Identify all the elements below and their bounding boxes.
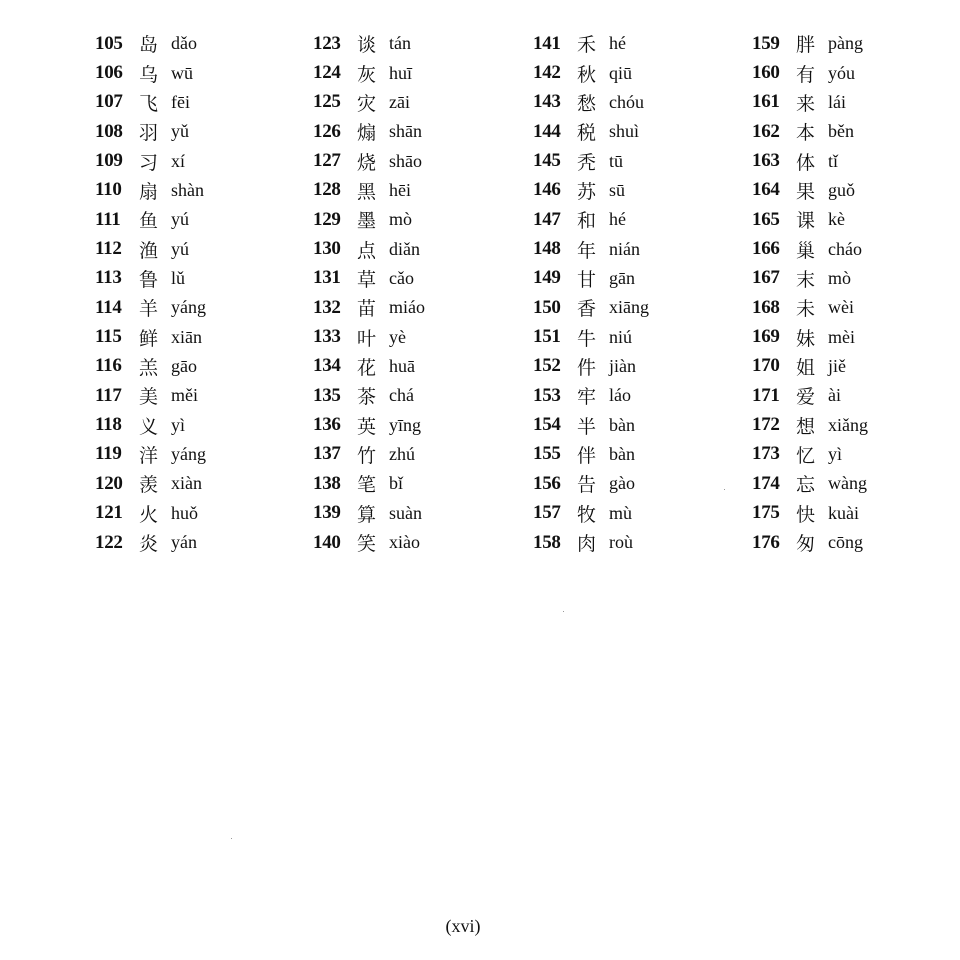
entry-character: 羽 [139, 122, 159, 145]
entry-character: 叶 [357, 327, 377, 350]
entry-pinyin: mò [389, 209, 413, 230]
entry-number: 134 [313, 355, 341, 377]
entry-pinyin: xiào [389, 532, 420, 553]
entry-number: 154 [533, 414, 561, 436]
entry-character: 年 [577, 239, 597, 262]
entry-number: 162 [752, 120, 780, 142]
entry-pinyin: fēi [171, 91, 190, 112]
entry-pinyin: chóu [609, 91, 644, 112]
character-entry [533, 293, 649, 322]
entry-number: 146 [533, 179, 561, 201]
character-entry [313, 293, 425, 322]
entry-pinyin: pàng [828, 33, 863, 54]
entry-character: 煽 [357, 122, 377, 145]
character-entry [313, 29, 425, 58]
character-entry [533, 352, 649, 381]
entry-character: 火 [139, 503, 159, 526]
character-entry [313, 410, 425, 439]
entry-character: 本 [796, 122, 816, 145]
entry-number: 135 [313, 384, 341, 406]
character-entry [752, 499, 868, 528]
entry-number: 137 [313, 443, 341, 465]
entry-character: 秃 [577, 151, 597, 174]
character-entry [752, 88, 868, 117]
entry-character: 英 [357, 415, 377, 438]
entry-character: 点 [357, 239, 377, 262]
character-entry [95, 322, 206, 351]
entry-pinyin: miáo [389, 297, 425, 318]
entry-pinyin: yì [828, 443, 843, 464]
entry-number: 166 [752, 238, 780, 260]
entry-pinyin: diǎn [389, 238, 420, 259]
scan-speck [231, 838, 232, 839]
entry-number: 173 [752, 443, 780, 465]
entry-number: 111 [95, 208, 121, 230]
entry-number: 123 [313, 32, 341, 54]
entry-character: 牧 [577, 503, 597, 526]
entry-number: 143 [533, 91, 561, 113]
entry-number: 152 [533, 355, 561, 377]
entry-character: 告 [577, 474, 597, 497]
character-column-2 [313, 29, 425, 557]
character-entry [95, 29, 206, 58]
character-entry [533, 528, 649, 557]
entry-pinyin: sū [609, 179, 626, 200]
entry-pinyin: yīng [389, 414, 422, 435]
entry-character: 笑 [357, 533, 377, 556]
character-entry [95, 440, 206, 469]
entry-number: 126 [313, 120, 341, 142]
entry-pinyin: mò [828, 267, 852, 288]
character-entry [533, 205, 649, 234]
character-entry [313, 381, 425, 410]
entry-number: 144 [533, 120, 561, 142]
character-entry [533, 381, 649, 410]
entry-character: 花 [357, 356, 377, 379]
entry-number: 151 [533, 326, 561, 348]
entry-number: 110 [95, 179, 122, 201]
entry-character: 谈 [357, 34, 377, 57]
character-entry [95, 352, 206, 381]
entry-pinyin: bǐ [389, 473, 404, 494]
entry-pinyin: shàn [171, 179, 204, 200]
character-entry [95, 146, 206, 175]
entry-number: 167 [752, 267, 780, 289]
character-entry [533, 264, 649, 293]
entry-number: 165 [752, 208, 780, 230]
entry-character: 想 [796, 415, 816, 438]
character-entry [95, 410, 206, 439]
entry-number: 129 [313, 208, 341, 230]
entry-character: 羔 [139, 356, 159, 379]
entry-pinyin: ài [828, 385, 841, 406]
character-entry [533, 117, 649, 146]
entry-character: 课 [796, 210, 816, 233]
entry-number: 118 [95, 414, 122, 436]
entry-character: 有 [796, 63, 816, 86]
character-entry [95, 205, 206, 234]
entry-character: 笔 [357, 474, 377, 497]
entry-character: 妹 [796, 327, 816, 350]
entry-character: 匆 [796, 533, 816, 556]
entry-number: 159 [752, 32, 780, 54]
entry-character: 牢 [577, 386, 597, 409]
entry-number: 133 [313, 326, 341, 348]
entry-pinyin: yú [171, 238, 189, 259]
character-entry [95, 469, 206, 498]
entry-character: 渔 [139, 239, 159, 262]
entry-character: 和 [577, 210, 597, 233]
entry-character: 苏 [577, 180, 597, 203]
entry-number: 160 [752, 62, 780, 84]
character-entry [95, 293, 206, 322]
entry-character: 忆 [796, 444, 816, 467]
entry-pinyin: mèi [828, 326, 855, 347]
entry-pinyin: huā [389, 355, 415, 376]
entry-character: 来 [796, 92, 816, 115]
character-entry [313, 352, 425, 381]
entry-number: 121 [95, 502, 123, 524]
entry-character: 羊 [139, 298, 159, 321]
entry-number: 142 [533, 62, 561, 84]
character-entry [752, 234, 868, 263]
entry-pinyin: shān [389, 121, 422, 142]
entry-number: 171 [752, 384, 780, 406]
character-entry [752, 205, 868, 234]
entry-number: 168 [752, 296, 780, 318]
character-entry [313, 146, 425, 175]
entry-character: 黑 [357, 180, 377, 203]
character-entry [752, 146, 868, 175]
character-entry [95, 264, 206, 293]
character-entry [313, 440, 425, 469]
entry-character: 墨 [357, 210, 377, 233]
entry-character: 美 [139, 386, 159, 409]
entry-character: 飞 [139, 92, 159, 115]
entry-number: 136 [313, 414, 341, 436]
entry-number: 161 [752, 91, 780, 113]
character-entry [313, 499, 425, 528]
character-entry [95, 117, 206, 146]
entry-pinyin: xiǎng [828, 414, 868, 435]
entry-pinyin: roù [609, 532, 633, 553]
character-entry [752, 176, 868, 205]
character-entry [533, 88, 649, 117]
character-entry [752, 352, 868, 381]
character-entry [313, 205, 425, 234]
entry-character: 秋 [577, 63, 597, 86]
entry-pinyin: běn [828, 121, 854, 142]
entry-number: 132 [313, 296, 341, 318]
entry-pinyin: wū [171, 62, 193, 83]
entry-pinyin: xiāng [609, 297, 649, 318]
character-entry [95, 381, 206, 410]
character-entry [752, 410, 868, 439]
entry-pinyin: bàn [609, 443, 635, 464]
entry-pinyin: bàn [609, 414, 635, 435]
character-entry [95, 499, 206, 528]
entry-pinyin: xí [171, 150, 186, 171]
entry-number: 116 [95, 355, 122, 377]
entry-pinyin: láo [609, 385, 631, 406]
entry-pinyin: wàng [828, 473, 867, 494]
entry-pinyin: kè [828, 209, 845, 230]
entry-pinyin: lǔ [171, 267, 186, 288]
entry-character: 禾 [577, 34, 597, 57]
entry-character: 乌 [139, 63, 159, 86]
entry-pinyin: suàn [389, 502, 422, 523]
entry-pinyin: tǐ [828, 150, 839, 171]
entry-pinyin: yì [171, 414, 186, 435]
entry-pinyin: cǎo [389, 267, 414, 288]
entry-number: 119 [95, 443, 122, 465]
character-entry [752, 264, 868, 293]
character-entry [752, 58, 868, 87]
entry-number: 130 [313, 238, 341, 260]
entry-character: 牛 [577, 327, 597, 350]
entry-number: 108 [95, 120, 123, 142]
scan-speck [724, 489, 725, 490]
character-entry [533, 58, 649, 87]
entry-character: 税 [577, 122, 597, 145]
entry-pinyin: yóu [828, 62, 855, 83]
entry-number: 125 [313, 91, 341, 113]
character-entry [752, 29, 868, 58]
character-entry [313, 88, 425, 117]
entry-character: 鲜 [139, 327, 159, 350]
entry-number: 158 [533, 531, 561, 553]
entry-pinyin: qiū [609, 62, 633, 83]
character-entry [313, 176, 425, 205]
character-column-3 [533, 29, 649, 557]
character-entry [95, 234, 206, 263]
entry-character: 果 [796, 180, 816, 203]
character-entry [752, 528, 868, 557]
character-entry [533, 410, 649, 439]
character-entry [313, 58, 425, 87]
character-entry [533, 440, 649, 469]
entry-number: 120 [95, 472, 123, 494]
entry-number: 156 [533, 472, 561, 494]
character-entry [533, 29, 649, 58]
entry-number: 153 [533, 384, 561, 406]
character-entry [752, 381, 868, 410]
character-entry [533, 234, 649, 263]
entry-character: 体 [796, 151, 816, 174]
entry-character: 末 [796, 268, 816, 291]
character-entry [533, 176, 649, 205]
scan-speck [563, 611, 564, 612]
entry-character: 灰 [357, 63, 377, 86]
character-entry [533, 146, 649, 175]
entry-number: 113 [95, 267, 122, 289]
entry-number: 150 [533, 296, 561, 318]
entry-number: 140 [313, 531, 341, 553]
entry-number: 138 [313, 472, 341, 494]
character-entry [313, 117, 425, 146]
entry-number: 172 [752, 414, 780, 436]
entry-pinyin: xiān [171, 326, 202, 347]
entry-number: 155 [533, 443, 561, 465]
entry-character: 鱼 [139, 210, 159, 233]
entry-character: 炎 [139, 533, 159, 556]
entry-character: 愁 [577, 92, 597, 115]
entry-number: 127 [313, 150, 341, 172]
entry-number: 157 [533, 502, 561, 524]
entry-character: 算 [357, 503, 377, 526]
entry-pinyin: shuì [609, 121, 640, 142]
entry-character: 伴 [577, 444, 597, 467]
entry-character: 爱 [796, 386, 816, 409]
character-entry [95, 88, 206, 117]
character-entry [752, 322, 868, 351]
character-entry [313, 322, 425, 351]
entry-number: 122 [95, 531, 123, 553]
entry-number: 163 [752, 150, 780, 172]
character-entry [313, 234, 425, 263]
entry-number: 131 [313, 267, 341, 289]
entry-pinyin: guǒ [828, 179, 855, 200]
entry-pinyin: zhú [389, 443, 415, 464]
character-entry [533, 322, 649, 351]
entry-pinyin: hé [609, 209, 626, 230]
entry-character: 灾 [357, 92, 377, 115]
entry-character: 烧 [357, 151, 377, 174]
entry-character: 香 [577, 298, 597, 321]
entry-character: 快 [796, 503, 816, 526]
entry-pinyin: jiě [828, 355, 846, 376]
entry-character: 半 [577, 415, 597, 438]
character-column-1 [95, 29, 206, 557]
entry-character: 洋 [139, 444, 159, 467]
entry-pinyin: gāo [171, 355, 197, 376]
entry-number: 169 [752, 326, 780, 348]
entry-character: 鲁 [139, 268, 159, 291]
entry-number: 128 [313, 179, 341, 201]
entry-character: 义 [139, 415, 159, 438]
entry-pinyin: huǒ [171, 502, 198, 523]
entry-pinyin: yáng [171, 297, 206, 318]
entry-pinyin: mù [609, 502, 633, 523]
character-entry [313, 264, 425, 293]
entry-character: 竹 [357, 444, 377, 467]
entry-number: 148 [533, 238, 561, 260]
entry-pinyin: dǎo [171, 33, 197, 54]
entry-pinyin: lái [828, 91, 846, 112]
character-entry [533, 469, 649, 498]
entry-pinyin: nián [609, 238, 640, 259]
character-column-4 [752, 29, 868, 557]
entry-pinyin: xiàn [171, 473, 202, 494]
entry-number: 174 [752, 472, 780, 494]
entry-pinyin: shāo [389, 150, 422, 171]
entry-character: 岛 [139, 34, 159, 57]
character-entry [752, 469, 868, 498]
entry-pinyin: hēi [389, 179, 411, 200]
entry-character: 甘 [577, 268, 597, 291]
entry-character: 习 [139, 151, 159, 174]
entry-character: 巢 [796, 239, 816, 262]
character-entry [533, 499, 649, 528]
entry-character: 扇 [139, 180, 159, 203]
entry-number: 149 [533, 267, 561, 289]
entry-pinyin: cōng [828, 532, 863, 553]
entry-number: 115 [95, 326, 122, 348]
entry-pinyin: jiàn [609, 355, 636, 376]
entry-pinyin: yáng [171, 443, 206, 464]
character-entry [313, 528, 425, 557]
entry-pinyin: zāi [389, 91, 410, 112]
entry-number: 170 [752, 355, 780, 377]
entry-number: 139 [313, 502, 341, 524]
character-entry [95, 176, 206, 205]
entry-character: 肉 [577, 533, 597, 556]
entry-number: 109 [95, 150, 123, 172]
character-entry [313, 469, 425, 498]
entry-number: 114 [95, 296, 122, 318]
entry-pinyin: tán [389, 33, 411, 54]
entry-number: 106 [95, 62, 123, 84]
entry-character: 茶 [357, 386, 377, 409]
entry-number: 141 [533, 32, 561, 54]
entry-number: 112 [95, 238, 122, 260]
entry-pinyin: měi [171, 385, 198, 406]
entry-pinyin: gān [609, 267, 635, 288]
entry-character: 羡 [139, 474, 159, 497]
entry-number: 117 [95, 384, 122, 406]
entry-pinyin: huī [389, 62, 413, 83]
entry-number: 107 [95, 91, 123, 113]
entry-pinyin: cháo [828, 238, 862, 259]
character-entry [752, 440, 868, 469]
entry-pinyin: niú [609, 326, 633, 347]
character-entry [752, 117, 868, 146]
entry-pinyin: kuài [828, 502, 859, 523]
entry-character: 胖 [796, 34, 816, 57]
entry-pinyin: yǔ [171, 121, 189, 142]
entry-pinyin: yán [171, 532, 197, 553]
character-entry [95, 528, 206, 557]
entry-character: 苗 [357, 298, 377, 321]
entry-character: 件 [577, 356, 597, 379]
entry-number: 145 [533, 150, 561, 172]
entry-pinyin: yè [389, 326, 406, 347]
entry-pinyin: wèi [828, 297, 854, 318]
entry-pinyin: gào [609, 473, 635, 494]
entry-number: 176 [752, 531, 780, 553]
character-entry [95, 58, 206, 87]
page-number: (xvi) [445, 916, 481, 936]
entry-pinyin: tū [609, 150, 624, 171]
entry-number: 105 [95, 32, 123, 54]
entry-number: 124 [313, 62, 341, 84]
entry-pinyin: hé [609, 33, 626, 54]
character-entry [752, 293, 868, 322]
entry-character: 未 [796, 298, 816, 321]
entry-pinyin: yú [171, 209, 189, 230]
entry-pinyin: chá [389, 385, 414, 406]
entry-number: 175 [752, 502, 780, 524]
entry-character: 姐 [796, 356, 816, 379]
entry-number: 164 [752, 179, 780, 201]
entry-number: 147 [533, 208, 561, 230]
entry-character: 草 [357, 268, 377, 291]
entry-character: 忘 [796, 474, 816, 497]
